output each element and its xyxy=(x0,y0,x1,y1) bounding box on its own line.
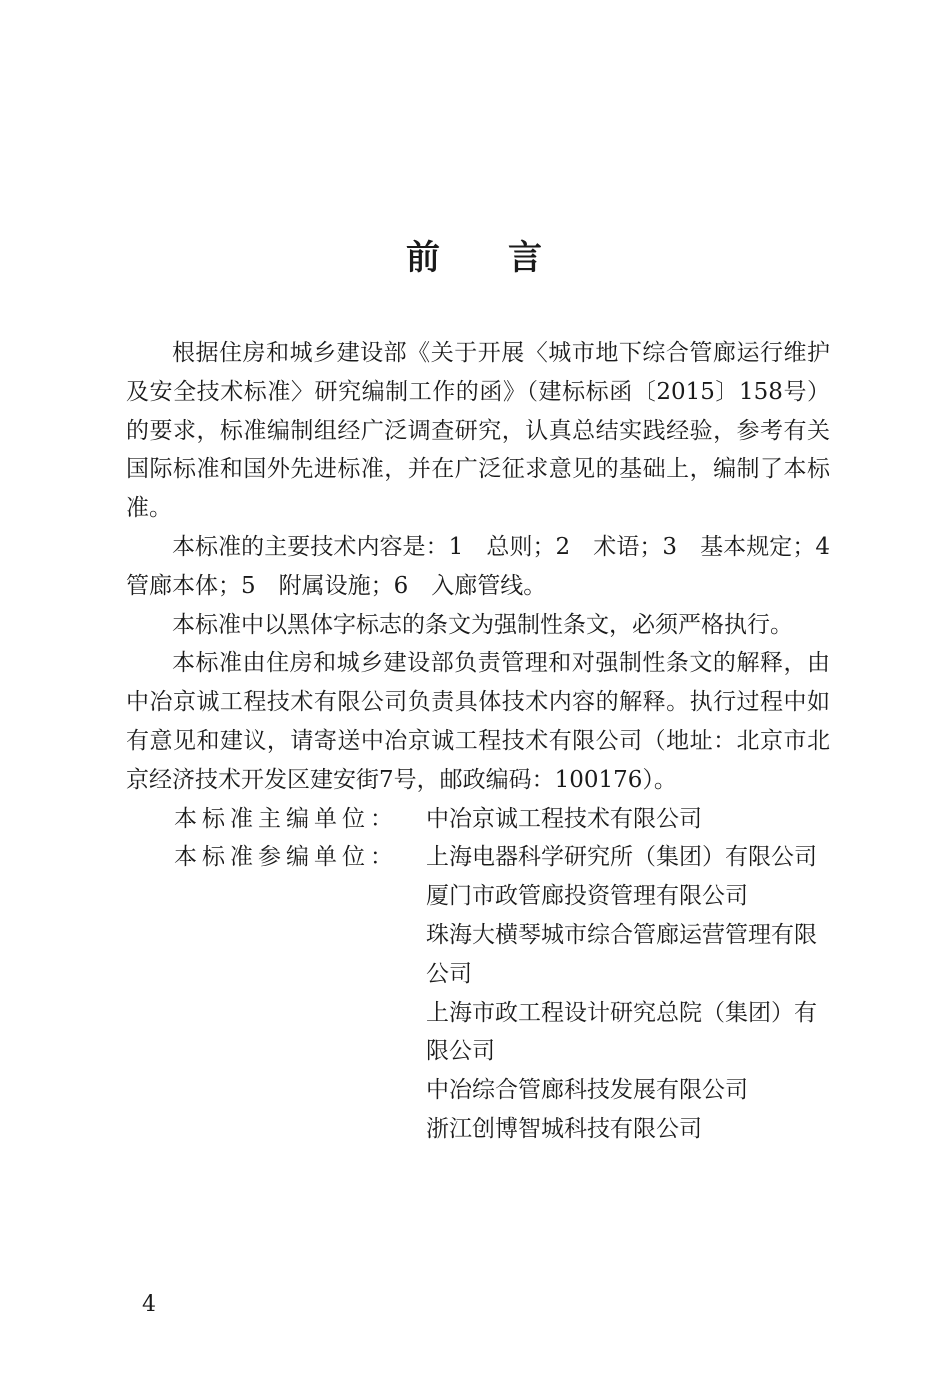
paragraph-basis: 根据住房和城乡建设部《关于开展〈城市地下综合管廊运行维护及安全技术标准〉研究编制工作的函》（建标标函〔2015〕158号）的要求，标准编制组经广泛调查研究，认真总结实践经验，参考有关国际标准和国外先进标准，并在广泛征求意见的基础上，编制了本标准。 xyxy=(126,340,830,522)
participating-unit: 上海市政工程设计研究总院（集团）有限公司 xyxy=(426,999,817,1065)
paragraph-contents: 本标准的主要技术内容是：1 总则；2 术语；3 基本规定；4 管廊本体；5 附属设施；6 入廊管线。 xyxy=(126,533,853,599)
chief-editor-list xyxy=(426,800,830,839)
participating-unit: 上海电器科学研究所（集团）有限公司 xyxy=(426,844,817,871)
title-char-1: 前 xyxy=(406,238,442,278)
chief-editor-unit: 中冶京诚工程技术有限公司 xyxy=(426,805,702,832)
paragraph-management: 本标准由住房和城乡建设部负责管理和对强制性条文的解释，由中冶京诚工程技术有限公司负责具体技术内容的解释。执行过程中如有意见和建议，请寄送中冶京诚工程技术有限公司（地址：北京市北京经济技术开发区建安街7号，邮政编码：100176）。 xyxy=(126,650,830,793)
chief-editor-label: 本标准主编单位： xyxy=(174,805,398,832)
participating-editors-list xyxy=(426,838,830,1148)
paragraph-mandatory: 本标准中以黑体字标志的条文为强制性条文，必须严格执行。 xyxy=(172,611,793,638)
chief-editor-row xyxy=(126,800,830,839)
participating-editors-row xyxy=(126,838,830,1148)
participating-unit: 中冶综合管廊科技发展有限公司 xyxy=(426,1077,748,1104)
page-number: 4 xyxy=(142,1292,156,1317)
participating-unit: 厦门市政管廊投资管理有限公司 xyxy=(426,883,748,910)
participating-unit: 珠海大横琴城市综合管廊运营管理有限公司 xyxy=(426,921,817,987)
participating-editors-label: 本标准参编单位： xyxy=(174,844,398,871)
participating-unit: 浙江创博智城科技有限公司 xyxy=(426,1115,702,1142)
preface-body xyxy=(126,334,853,1149)
page-title xyxy=(0,232,950,284)
title-char-2: 言 xyxy=(508,238,544,278)
